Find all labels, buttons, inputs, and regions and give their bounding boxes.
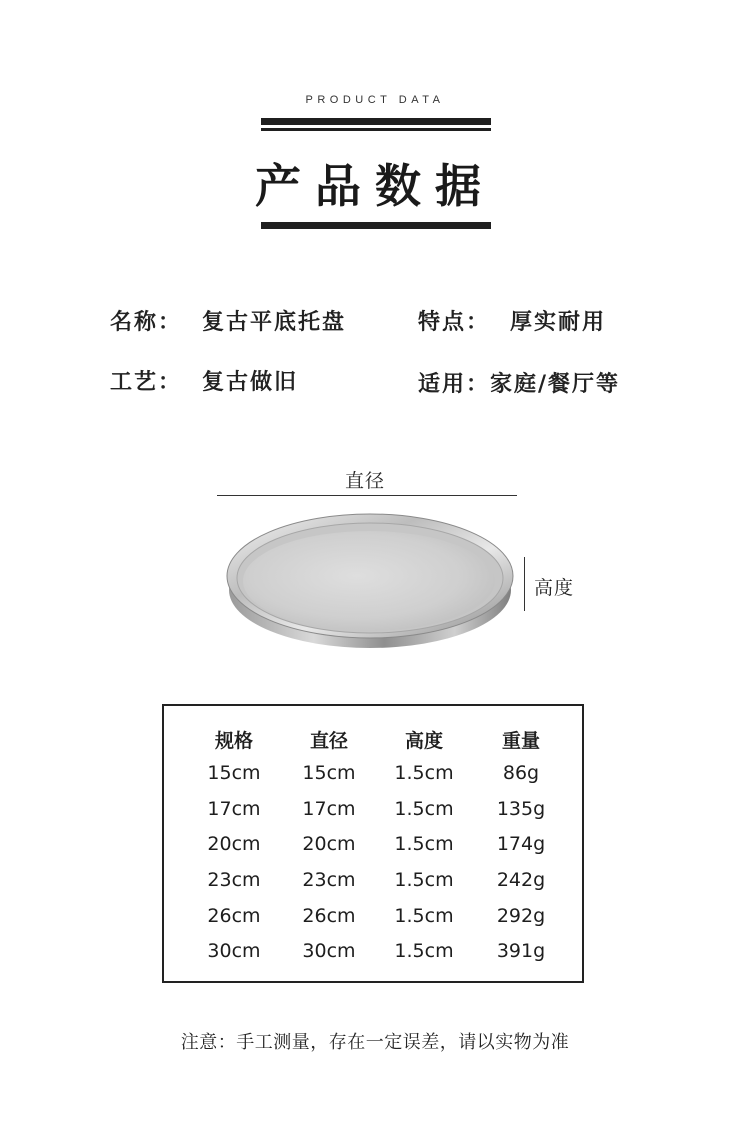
- table-cell: 20cm: [302, 833, 356, 855]
- table-cell: 23cm: [302, 869, 356, 891]
- craft-value: 复古做旧: [202, 370, 299, 395]
- diameter-line: [217, 495, 517, 496]
- title-top-thin-bar: [261, 128, 491, 131]
- table-cell: 86g: [502, 762, 540, 784]
- name-label: 名称：: [110, 310, 183, 335]
- title-top-bar: [261, 118, 491, 125]
- table-cell: 30cm: [302, 940, 356, 962]
- table-cell: 20cm: [207, 833, 261, 855]
- info-feature: [418, 305, 606, 336]
- table-cell: 1.5cm: [394, 940, 454, 962]
- feature-value: 厚实耐用: [510, 310, 607, 335]
- eyebrow-label: PRODUCT DATA: [305, 94, 445, 106]
- table-header-cell: 直径: [309, 730, 348, 752]
- craft-label: 工艺：: [110, 370, 183, 395]
- table-header-cell: 重量: [501, 730, 540, 752]
- table-cell: 15cm: [207, 762, 261, 784]
- tray-image: [222, 508, 518, 658]
- table-cell: 242g: [496, 869, 546, 891]
- table-cell: 1.5cm: [394, 798, 454, 820]
- table-header-cell: 高度: [404, 730, 443, 752]
- disclaimer-note: 注意：手工测量，存在一定误差，请以实物为准: [180, 1032, 570, 1053]
- table-cell: 26cm: [207, 905, 261, 927]
- table-cell: 1.5cm: [394, 905, 454, 927]
- table-cell: 30cm: [207, 940, 261, 962]
- table-cell: 135g: [496, 798, 546, 820]
- info-usage: [418, 367, 620, 398]
- feature-label: 特点：: [418, 310, 491, 335]
- info-name: [110, 305, 346, 336]
- usage-label: 适用：: [418, 372, 491, 397]
- height-line: [524, 557, 525, 611]
- table-cell: 23cm: [207, 869, 261, 891]
- table-header-cell: 规格: [214, 730, 253, 752]
- table-cell: 17cm: [302, 798, 356, 820]
- table-cell: 17cm: [207, 798, 261, 820]
- table-cell: 15cm: [302, 762, 356, 784]
- height-label: 高度: [534, 577, 575, 599]
- table-cell: 174g: [496, 833, 546, 855]
- table-cell: 1.5cm: [394, 762, 454, 784]
- table-cell: 1.5cm: [394, 869, 454, 891]
- page-title: 产品数据: [255, 159, 495, 213]
- title-bottom-bar: [261, 222, 491, 229]
- table-cell: 391g: [496, 940, 546, 962]
- table-cell: 292g: [496, 905, 546, 927]
- table-cell: 1.5cm: [394, 833, 454, 855]
- usage-value: 家庭/餐厅等: [490, 372, 621, 397]
- diameter-label: 直径: [345, 470, 386, 492]
- spec-table: [162, 704, 584, 983]
- name-value: 复古平底托盘: [202, 310, 347, 335]
- info-craft: [110, 365, 298, 396]
- table-cell: 26cm: [302, 905, 356, 927]
